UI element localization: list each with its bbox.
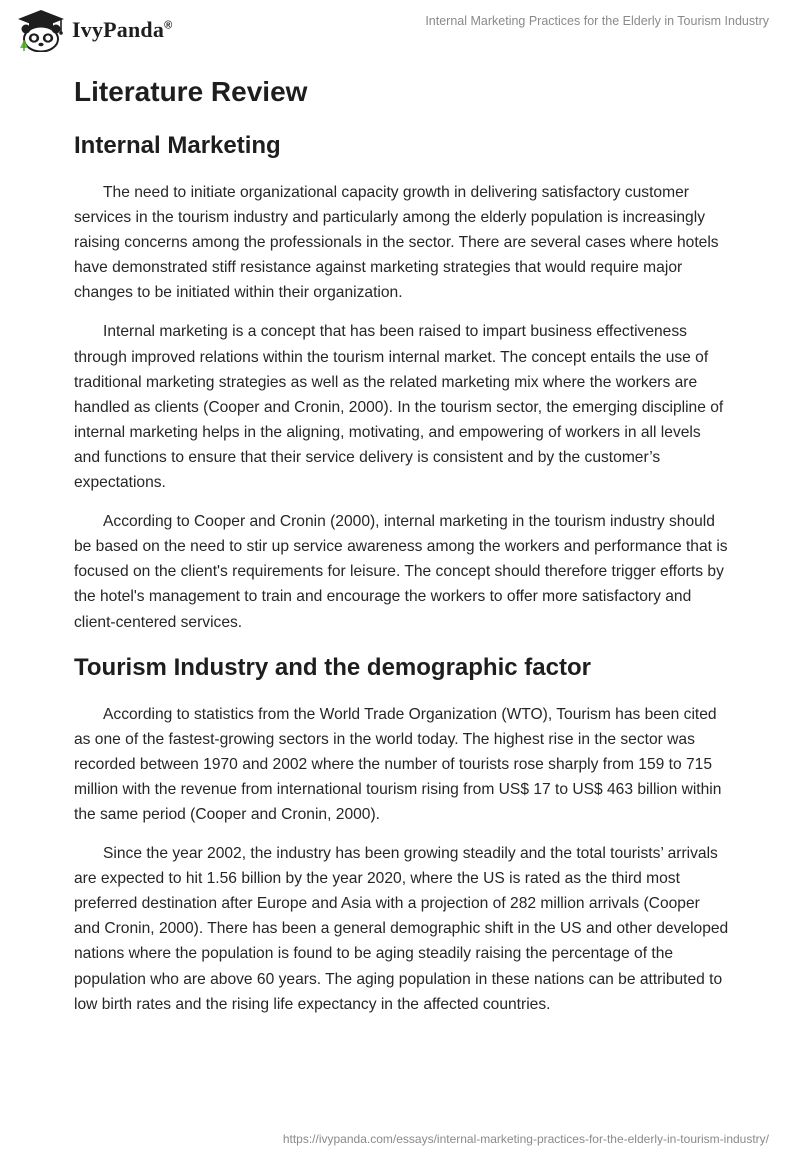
page-heading: Literature Review xyxy=(74,76,308,107)
article-body xyxy=(74,70,730,1017)
paragraph: The need to initiate organizational capacity growth in delivering satisfactory customer services in the tourism industry and particularly among the elderly population is increasingly raising concerns among the professionals in the sector. There are several cases where hotels have demonstrated stiff resistance against marketing strategies that would require major changes to be initiated within their organization. xyxy=(74,184,719,302)
registered-mark: ® xyxy=(164,19,173,32)
paragraph: According to statistics from the World Trade Organization (WTO), Tourism has been cited as one of the fastest-growing sectors in the world today. The highest rise in the sector was recorded between 1970 and 2002 where the number of tourists rose sharply from 159 to 715 million with the revenue from international tourism rising from US$ 17 to US$ 463 billion within the same period (Cooper and Cronin, 2000). xyxy=(74,705,722,823)
logo-wordmark xyxy=(72,17,172,43)
source-url[interactable]: https://ivypanda.com/essays/internal-marketing-practices-for-the-elderly-in-tourism-industry/ xyxy=(282,1132,769,1146)
ivypanda-logo[interactable] xyxy=(14,8,172,52)
section-title-internal-marketing: Internal Marketing xyxy=(74,132,281,159)
panda-graduate-icon xyxy=(14,8,68,52)
paragraph: According to Cooper and Cronin (2000), internal marketing in the tourism industry should be based on the need to stir up service awareness among the workers and performance that is focused on the client's requirements for leisure. The concept should therefore trigger efforts by the hotel's management to train and encourage the workers to offer more satisfactory and client-centered services. xyxy=(74,513,728,631)
page-header xyxy=(0,0,800,60)
section-title-tourism-demographic: Tourism Industry and the demographic factor xyxy=(74,653,591,681)
paragraph: Since the year 2002, the industry has been growing steadily and the total tourists’ arrivals are expected to hit 1.56 billion by the year 2020, where the US is rated as the third most preferred destination after Europe and Asia with a projection of 282 million arrivals (Cooper and Cronin, 2000). There has been a general demographic shift in the US and other developed nations where the population is found to be aging steadily raising the percentage of the population who are above 60 years. The aging population in these nations can be attributed to low birth rates and the rising life expectancy in the affected countries. xyxy=(74,845,729,1013)
logo-name: IvyPanda xyxy=(72,17,165,42)
document-title: Internal Marketing Practices for the Elderly in Tourism Industry xyxy=(425,14,769,28)
paragraph: Internal marketing is a concept that has been raised to impart business effectiveness through improved relations within the tourism internal market. The concept entails the use of traditional marketing strategies as well as the related marketing mix where the workers are handled as clients (Cooper and Cronin, 2000). In the tourism sector, the emerging discipline of internal marketing helps in the aligning, motivating, and empowering of workers in all levels and functions to ensure that their service delivery is consistent and by the customer’s expectations. xyxy=(74,323,724,492)
